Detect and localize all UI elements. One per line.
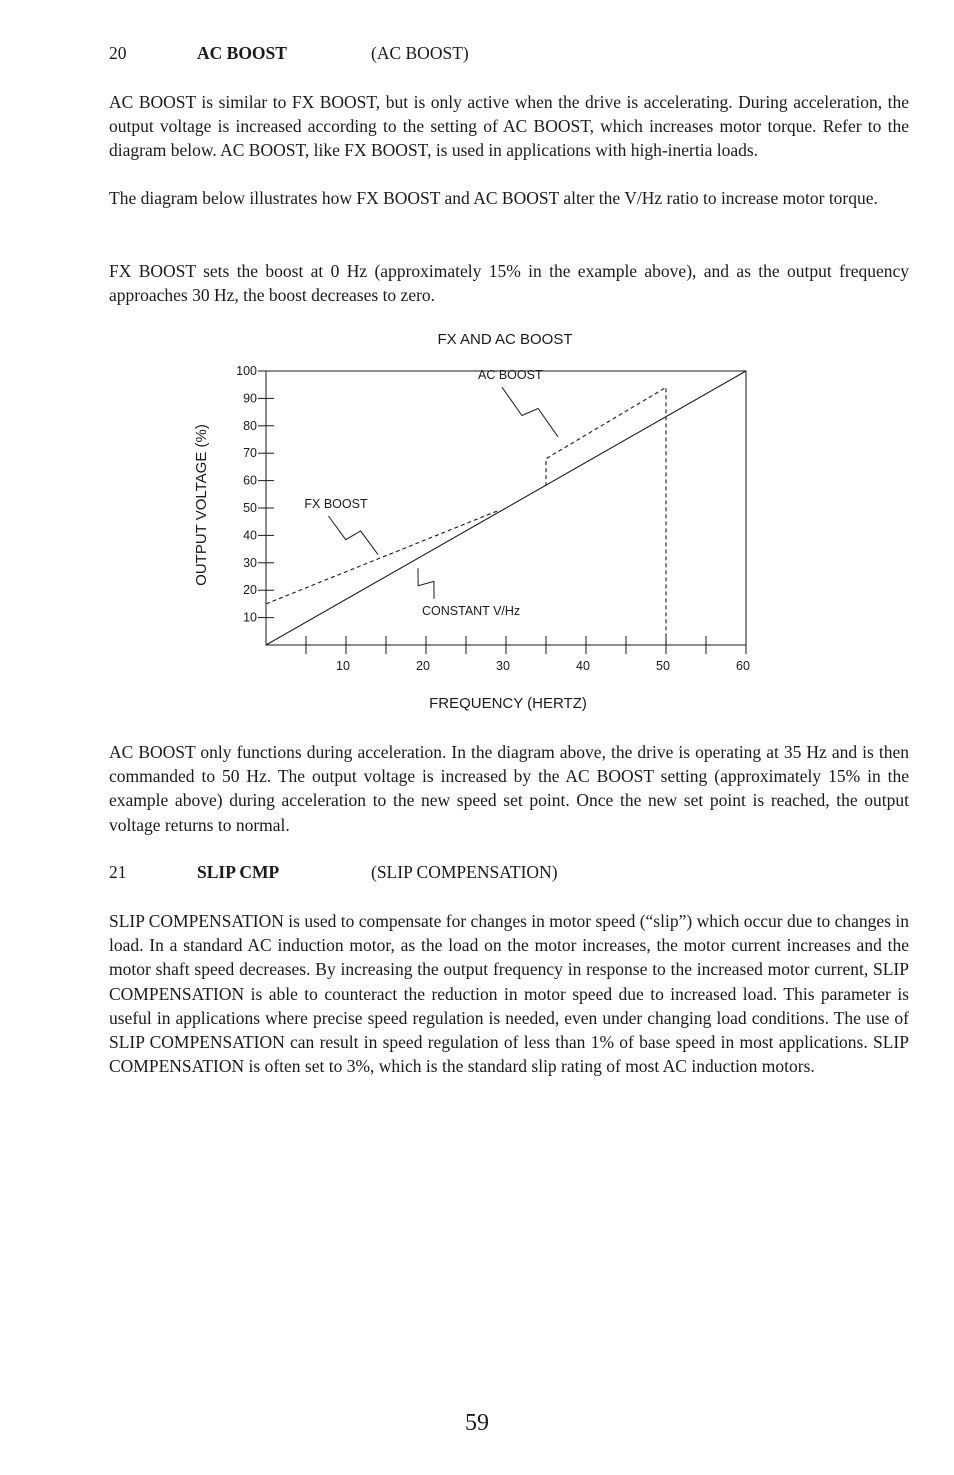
- paragraph-ac-boost-intro: AC BOOST is similar to FX BOOST, but is only active when the drive is accelerating. During acceleration, the output voltage is increased according to the setting of AC BOOST, which increases motor torque. Refer to the diagram below. AC BOOST, like FX BOOST, is used in applications with high-inertia loads.: [109, 92, 909, 161]
- parameter-number: 21: [109, 862, 127, 882]
- x-tick-label: 30: [496, 659, 510, 673]
- annotation-label: AC BOOST: [478, 368, 543, 383]
- y-tick-label: 50: [243, 501, 257, 515]
- boost-chart: [0, 0, 954, 730]
- series-line-ac-boost: [546, 387, 666, 645]
- x-tick-label: 20: [416, 659, 430, 673]
- y-tick-label: 90: [243, 391, 257, 406]
- parameter-full-name: (AC BOOST): [371, 43, 469, 63]
- page-number: 59: [465, 1410, 489, 1436]
- chart-title: FX AND AC BOOST: [437, 331, 573, 348]
- paragraph-ac-boost-acceleration: AC BOOST only functions during acceleration. In the diagram above, the drive is operating at 35 Hz and is then commanded to 50 Hz. The output voltage is increased by the AC BOOST setting (approximately 15% in the example above) during acceleration to the new speed set point. Once the new set point is reached, the output voltage returns to normal.: [109, 742, 909, 835]
- y-tick-label: 40: [243, 528, 257, 543]
- y-tick-label: 10: [243, 610, 257, 625]
- series-line-fx-boost: [266, 511, 498, 604]
- x-tick-label: 60: [736, 659, 750, 673]
- x-axis-label: FREQUENCY (HERTZ): [429, 695, 587, 712]
- annotation-label: CONSTANT V/Hz: [422, 603, 521, 618]
- paragraph-diagram-intro: The diagram below illustrates how FX BOOST and AC BOOST alter the V/Hz ratio to increase motor torque.: [109, 188, 878, 208]
- x-tick-label: 10: [336, 659, 350, 673]
- annotation-leader: [328, 516, 378, 555]
- paragraph-slip-compensation: SLIP COMPENSATION is used to compensate for changes in motor speed (“slip”) which occur due to changes in load. In a standard AC induction motor, as the load on the motor increases, the motor current increases and the motor shaft speed decreases. By increasing the output frequency in response to the increased motor current, SLIP COMPENSATION is able to counteract the reduction in motor speed due to increased load. This parameter is useful in applications where precise speed regulation is needed, even under changing load conditions. The use of SLIP COMPENSATION can result in speed regulation of less than 1% of base speed in most applications. SLIP COMPENSATION is often set to 3%, which is the standard slip rating of most AC induction motors.: [109, 911, 909, 1077]
- y-axis-label: OUTPUT VOLTAGE (%): [193, 424, 210, 586]
- x-tick-label: 40: [576, 659, 590, 673]
- annotation-label: FX BOOST: [304, 497, 368, 511]
- y-tick-label: 80: [243, 418, 257, 433]
- parameter-name: AC BOOST: [197, 43, 287, 63]
- annotation-leader: [418, 568, 434, 599]
- y-tick-label: 60: [243, 473, 257, 488]
- parameter-number: 20: [109, 43, 127, 63]
- chart-plot-area: [236, 364, 750, 673]
- y-tick-label: 100: [236, 364, 257, 378]
- x-tick-label: 50: [656, 659, 670, 673]
- y-tick-label: 70: [243, 446, 257, 461]
- y-tick-label: 30: [243, 555, 257, 570]
- paragraph-fx-boost: FX BOOST sets the boost at 0 Hz (approximately 15% in the example above), and as the output frequency approaches 30 Hz, the boost decreases to zero.: [109, 261, 909, 306]
- parameter-full-name: (SLIP COMPENSATION): [371, 862, 558, 882]
- parameter-name: SLIP CMP: [197, 862, 280, 882]
- y-tick-label: 20: [243, 583, 257, 598]
- annotation-leader: [502, 387, 558, 437]
